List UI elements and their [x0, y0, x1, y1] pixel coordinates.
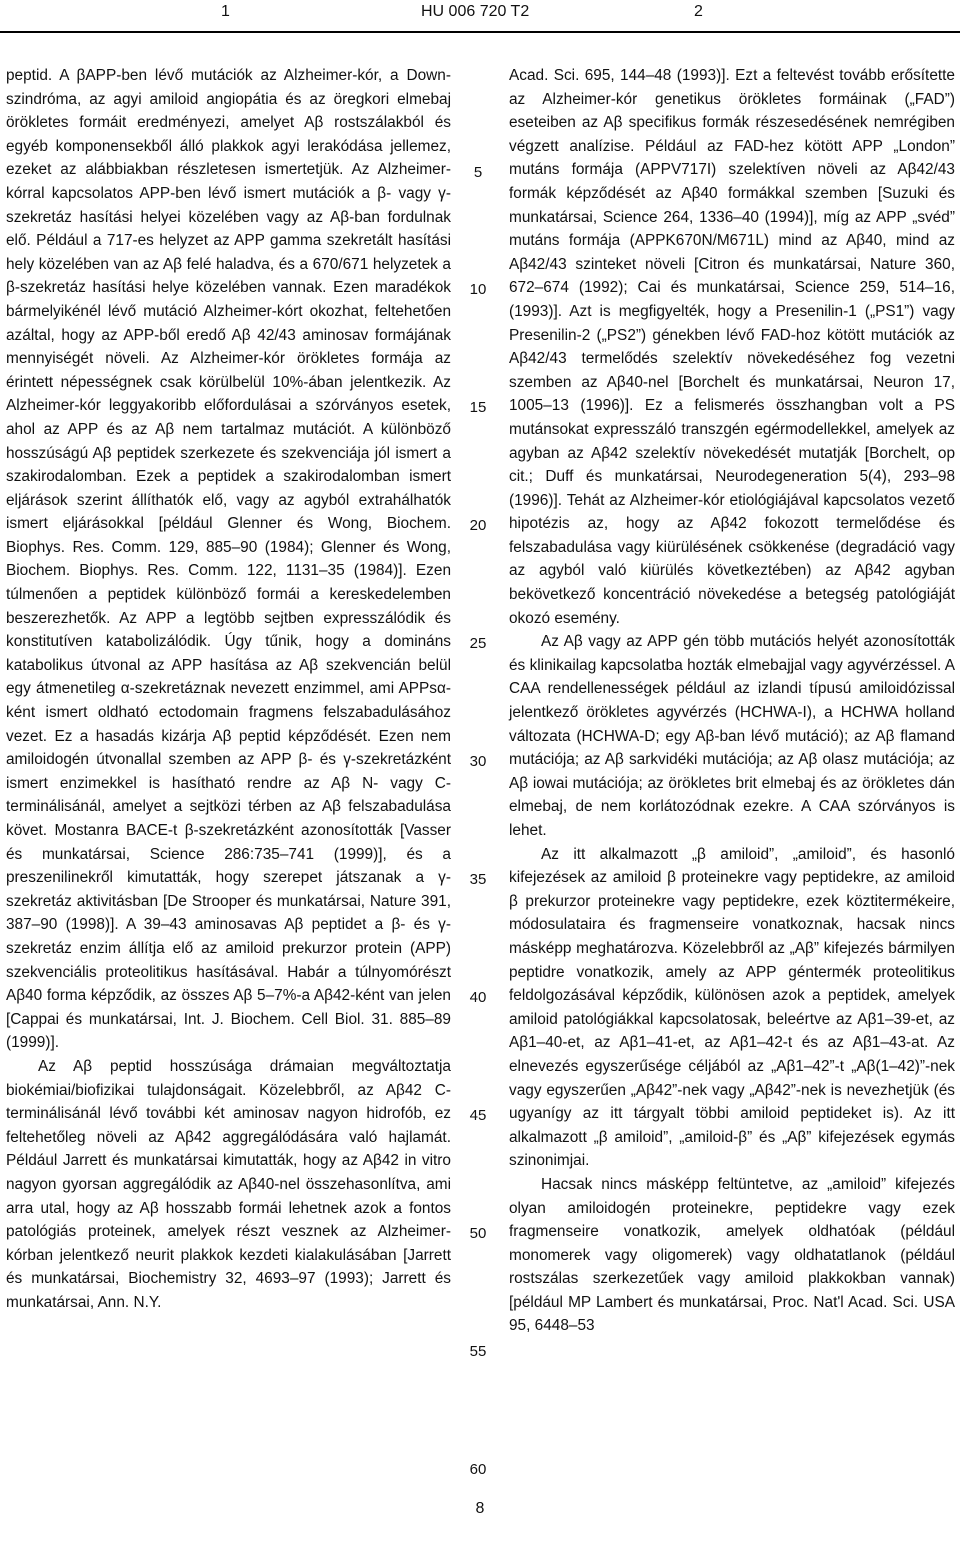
page-number: 8 — [475, 1500, 485, 1517]
line-number: 30 — [469, 753, 487, 770]
line-number: 45 — [469, 1107, 487, 1124]
paragraph: peptid. A βAPP-ben lévő mutációk az Alzheimer-kór, a Down-szindróma, az agyi amiloid angiopátia és az öregkori elmebaj örökletes formáit eredményezi, amelyet Aβ rostszálakból és egyéb komponensekből álló plakkok agyi lerakódása jellemez, ezeket az alábbiakban részletesen ismertetjük. Az Alzheimer-kórral kapcsolatos APP-ben lévő ismert mutációk a β- vagy γ-szekretáz hasítási helyei közelében vagy az Aβ-ban fordulnak elő. Például a 717-es helyzet az APP gamma szekretált hasítási hely közelében van az Aβ felé haladva, és a 670/671 helyzetek a β-szekretáz hasítási helye közelében vannak. Ezen maradékok bármelyikénél lévő mutáció Alzheimer-kórt okozhat, feltehetően azáltal, hogy az APP-ből eredő Aβ 42/43 aminosav formájának mennyiségét növeli. Az Alzheimer-kór örökletes formája az érintett népességnek csak körülbelül 10%-ában jelentkezik. Az Alzheimer-kór leggyakoribb előfordulásai a szórványos esetek, ahol az APP és az Aβ nem tartalmaz mutációt. A különböző hosszúságú Aβ peptidek szerkezete és szekvenciája jól ismert a szakirodalomban. Ezek a peptidek a szakirodalomban ismert eljárások szerint állíthatók elő, vagy az agyból extrahálhatók ismert eljárásokkal [például Glenner és Wong, Biochem. Biophys. Res. Comm. 129, 885–90 (1984); Glenner és Wong, Biochem. Biophys. Res. Comm. 122, 1131–35 (1984)]. Ezen túlmenően a peptidek különböző formái a kereskedelemben beszerezhetők. Az APP a legtöbb sejtben expresszálódik és konstitutíven katabolizálódik. Úgy tűnik, hogy a domináns katabolikus útvonal az APP hasítása az Aβ szekvencián belül egy átmenetileg α-szekretáznak nevezett enzimmel, ami APPsα-ként ismert oldható ectodomain fragmens felszabadulásához vezet. Ez a hasadás kizárja Aβ peptid képződését. Ezen nem amiloidogén útvonallal szemben az APP β- és γ-szekretázként ismert enzimekkel is hasítható rendre az Aβ N- vagy C-terminálisánál, amelyet a sejtközi térben az Aβ felszabadulása követ. Mostanra BACE-t β-szekretázként azonosították [Vasser és munkatársai, Science 286:735–741 (1999)], és a preszenilinekről kimutatták, hogy szerepet játszanak a γ-szekretáz aktivitásban [De Strooper és munkatársai, Nature 391, 387–90 (1998)]. A 39–43 aminosavas Aβ peptidet a β- és γ-szekretáz enzim állítja elő az amiloid prekurzor protein (APP) szekvenciális proteolitikus hasításával. Habár a túlnyomórészt Aβ40 forma képződik, az összes Aβ 5–7%-a Aβ42-ként van jelen [Cappai és munkatársai, Int. J. Biochem. Cell Biol. 31. 885–89 (1999)]. — [6, 67, 451, 1052]
line-number: 50 — [469, 1225, 487, 1242]
header-right-page-number: 2 — [694, 3, 703, 20]
paragraph: Hacsak nincs másképp feltüntetve, az „amiloid” kifejezés olyan amiloidogén proteinekre, peptidekre vagy ezek fragmenseire vonatkozik, amelyek oldhatóak (például monomerek vagy oligomerek) vagy oldhatatlanok (például rostszálas szerkezetűek vagy amiloid plakkokban vannak) [például MP Lambert és munkatársai, Proc. Nat'l Acad. Sci. USA 95, 6448–53 — [509, 1175, 955, 1335]
left-column — [6, 64, 451, 1314]
line-number: 55 — [469, 1343, 487, 1360]
line-number: 60 — [469, 1461, 487, 1478]
line-number: 5 — [473, 164, 483, 181]
line-number: 20 — [469, 517, 487, 534]
paragraph: Acad. Sci. 695, 144–48 (1993)]. Ezt a feltevést tovább erősítette az Alzheimer-kór genetikus örökletes formáinak („FAD”) eseteiben az Aβ specifikus formák részesedésének nemrégiben végzett analízise. Például az FAD-hez kötött APP „London” mutáns formája (APPV717I) szelektíven növeli az Aβ42/43 formák képződését az Aβ40 formákkal szemben [Suzuki és munkatársai, Science 264, 1336–40 (1994)], míg az APP „svéd” mutáns formája (APPK670N/M671L) mind az Aβ40, mind az Aβ42/43 szinteket növeli [Citron és munkatársai, Nature 360, 672–674 (1992); Cai és munkatársai, Science 259, 514–16, (1993)]. Azt is megfigyelték, hogy a Presenilin-1 („PS1”) vagy Presenilin-2 („PS2”) génekben lévő FAD-hoz kötött mutációk az Aβ42/43 termelődés szelektív növekedéséhez fog vezetni szemben az Aβ40-nel [Borchelt és munkatársai, Neuron 17, 1005–13 (1996)]. Ez a felismerés összhangban volt a PS mutánsokat expresszáló transzgén egérmodellekkel, amelyek az agyban az Aβ42 szelektív növekedését mutatják [Borchelt, op cit.; Duff és munkatársai, Neurodegeneration 5(4), 293–98 (1996)]. Tehát az Alzheimer-kór etiológiájával kapcsolatos vezető hipotézis az, hogy az Aβ42 fokozott termelődése és felszabadulása vagy kiürülésének csökkenése (degradáció vagy az agyból való kiürülés következtében) az Aβ42 agyban bekövetkező koncentráció növekedése a betegség patológiáját okozó esemény. — [509, 67, 955, 627]
line-number: 40 — [469, 989, 487, 1006]
line-number: 15 — [469, 399, 487, 416]
paragraph: Az itt alkalmazott „β amiloid”, „amiloid”, és hasonló kifejezések az amiloid β proteinekre vagy peptidekre, az amiloid β prekurzor proteinekre vagy peptidekre, ezek köztitermékeire, módosulataira és fragmenseire vonatkoznak, hacsak nincs másképp meghatározva. Közelebbről az „Aβ” kifejezés bármilyen peptidre vonatkozik, amely az APP géntermék proteolitikus feldolgozásával képződik, különösen azok a peptidek, amelyek amiloid patológiákkal kapcsolatosak, beleértve az Aβ1–39-et, az Aβ1–40-et, az Aβ1–41-et, az Aβ1–42-t és az Aβ1–43-at. Az elnevezés egyszerűsége céljából az „Aβ1–42”-t „Aβ(1–42)”-nek vagy egyszerűen „Aβ42”-nek vagy „Aβ42”-nek is nevezhetjük (és ugyanígy az itt tárgyalt többi amiloid peptideket is). Az itt alkalmazott „β amiloid”, „amiloid-β” és „Aβ” kifejezések egymás szinonimjai. — [509, 845, 955, 1170]
header-rule — [0, 31, 960, 33]
header-left-page-number: 1 — [221, 3, 230, 20]
paragraph: Az Aβ peptid hosszúsága drámaian megváltoztatja biokémiai/biofizikai tulajdonságait. Közelebbről, az Aβ42 C-terminálisánál lévő további két aminosav nagyon hidrofób, ez feltehetőleg növeli az Aβ42 aggregálódására való hajlamát. Például Jarrett és munkatársai kimutatták, hogy az Aβ42 in vitro nagyon gyorsan aggregálódik az Aβ40-nel összehasonlítva, ami arra utal, hogy az Aβ hosszabb formái lehetnek azok a fontos patológiás proteinek, amelyek részt vesznek az Alzheimer-kórban jelentkező neurit plakkok kezdeti kialakulásában [Jarrett és munkatársai, Biochemistry 32, 4693–97 (1993); Jarrett és munkatársai, Ann. N.Y. — [6, 1057, 451, 1311]
right-column — [509, 64, 955, 1338]
line-number: 35 — [469, 871, 487, 888]
paragraph: Az Aβ vagy az APP gén több mutációs helyét azonosították és klinikailag kapcsolatba hozták elmebajjal vagy agyvérzéssel. A CAA rendellenességek például az izlandi típusú amiloidózissal jelentkező örökletes agyvérzés (HCHWA-I), a HCHWA holland változata (HCHWA-D; egy Aβ-ban lévő mutáció); az Aβ flamand mutációja; az Aβ sarkvidéki mutációja; az Aβ olasz mutációja; az Aβ iowai mutációja; az örökletes brit elmebaj és az örökletes dán elmebaj, de nem korlátozódnak ezekre. A CAA szórványos is lehet. — [509, 633, 955, 839]
header-patent-number: HU 006 720 T2 — [421, 3, 530, 20]
line-number: 25 — [469, 635, 487, 652]
line-number: 10 — [469, 281, 487, 298]
